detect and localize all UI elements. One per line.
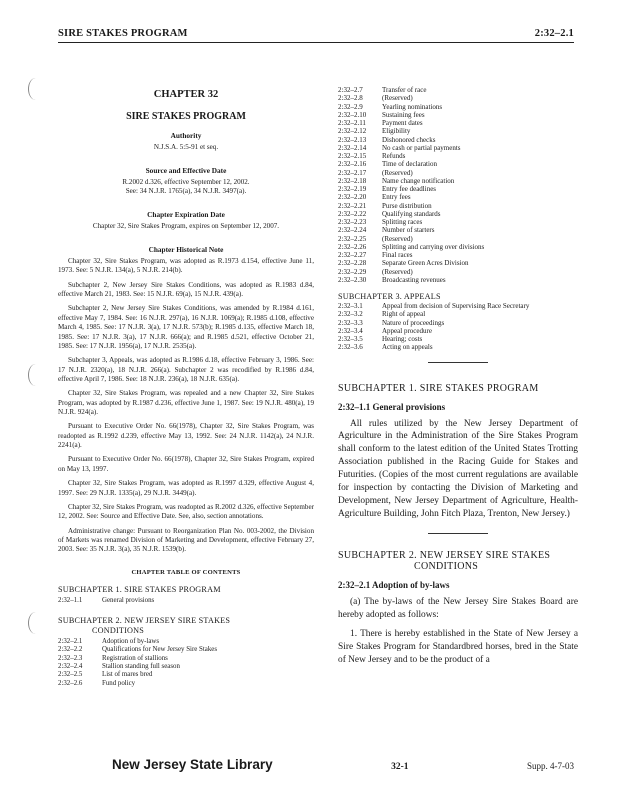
history-paragraph: Chapter 32, Sire Stakes Program, was adopted as R.1973 d.154, effective June 11, 1973. See: 5 N.J.R. 134(a), 5 N.J.R. 214(b). <box>58 256 314 275</box>
toc-row: 2:32–2.9 Yearling nominations <box>338 102 443 111</box>
binding-hole-mark <box>28 364 43 386</box>
history-paragraph: Pursuant to Executive Order No. 66(1978), Chapter 32, Sire Stakes Program, was readopted as R.1992 d.239, effective May 13, 1992. See: 24 N.J.R. 1142(a), 24 N.J.R. 2241(a). <box>58 422 314 450</box>
toc-subchapter-1-title: SUBCHAPTER 1. SIRE STAKES PROGRAM <box>58 585 221 595</box>
rule-title: General provisions <box>372 401 446 412</box>
toc-row <box>58 597 154 605</box>
running-header <box>58 28 574 43</box>
library-stamp: New Jersey State Library <box>112 757 273 772</box>
page-footer <box>112 757 574 772</box>
right-column <box>338 86 578 667</box>
history-paragraph: Chapter 32, Sire Stakes Program, was repealed and a new Chapter 32, Sire Stakes Program, was adopted by R.1987 d.236, effective June 1, 1987. See: 19 N.J.R. 480(a), 19 N.J.R. 924(a). <box>58 389 314 417</box>
header-title: SIRE STAKES PROGRAM <box>58 28 188 39</box>
toc-row: 2:32–3.3 Nature of proceedings <box>338 318 445 327</box>
rule-heading <box>338 580 578 590</box>
supplement-date: Supp. 4-7-03 <box>526 761 574 771</box>
toc-row: 2:32–2.21 Purse distribution <box>338 201 432 210</box>
toc-subchapter-3-list <box>338 302 529 352</box>
toc-row: 2:32–2.1 Adoption of by-laws <box>58 638 160 646</box>
chapter-title: SIRE STAKES PROGRAM <box>126 110 246 122</box>
toc-row: 2:32–2.6 Fund policy <box>58 679 136 687</box>
toc-row: 2:32–2.7 Transfer of race <box>338 86 427 94</box>
toc-row: 2:32–2.20 Entry fees <box>338 193 411 202</box>
rule-title: Adoption of by-laws <box>372 580 450 591</box>
toc-row: 2:32–3.1 Appeal from decision of Supervising Race Secretary <box>338 302 530 310</box>
toc-subchapter-2-list-continued <box>338 86 484 284</box>
toc-row: 2:32–2.10 Sustaining fees <box>338 110 425 119</box>
header-section-number: 2:32–2.1 <box>534 28 574 39</box>
chapter-number: CHAPTER 32 <box>153 89 219 100</box>
toc-row: 2:32–3.6 Acting on appeals <box>338 343 433 352</box>
left-column <box>58 78 314 688</box>
toc-row: 2:32–2.24 Number of starters <box>338 226 435 235</box>
section-divider <box>428 362 488 363</box>
rule-text: 1. There is hereby established in the State of New Jersey a Sire Stakes Program for Standardbred horses, bred in the State of New Jersey and to be the product of a <box>338 629 578 666</box>
subchapter-2-heading: SUBCHAPTER 2. NEW JERSEY SIRE STAKES CONDITIONS <box>338 550 551 573</box>
history-paragraph: Pursuant to Executive Order No. 66(1978), Chapter 32, Sire Stakes Program, expired on May 13, 1997. <box>58 455 314 473</box>
toc-row: 2:32–2.5 List of mares bred <box>58 671 153 679</box>
rule-number: 2:32–1.1 <box>338 401 371 412</box>
history-heading: Chapter Historical Note <box>148 245 224 255</box>
authority-heading: Authority <box>170 131 202 141</box>
source-text: R.2002 d.326, effective September 12, 2002. <box>122 177 250 186</box>
toc-row: 2:32–2.27 Final races <box>338 251 413 259</box>
toc-row: 2:32–2.2 Qualifications for New Jersey Sire Stakes <box>58 646 218 654</box>
toc-row: 2:32–2.23 Splitting races <box>338 218 423 226</box>
toc-row: 2:32–2.30 Broadcasting revenues <box>338 275 446 284</box>
toc-row: 2:32–2.11 Payment dates <box>338 119 423 127</box>
toc-row: 2:32–2.26 Splitting and carrying over divisions <box>338 242 485 251</box>
subchapter-1-heading: SUBCHAPTER 1. SIRE STAKES PROGRAM <box>338 382 539 394</box>
toc-subchapter-2-list <box>58 638 217 688</box>
toc-row: 2:32–2.14 No cash or partial payments <box>338 143 461 152</box>
authority-text: N.J.S.A. 5:5-91 et seq. <box>153 142 219 151</box>
toc-row: 2:32–2.19 Entry fee deadlines <box>338 185 437 193</box>
binding-hole-mark <box>28 78 43 100</box>
toc-heading: CHAPTER TABLE OF CONTENTS <box>131 568 241 576</box>
history-paragraph: Chapter 32, Sire Stakes Program, was adopted as R.1997 d.329, effective August 4, 1997. See: 29 N.J.R. 1335(a), 29 N.J.R. 3449(a). <box>58 479 314 497</box>
history-paragraph: Subchapter 2, New Jersey Sire Stakes Conditions, was amended by R.1984 d.161, effective May 7, 1984. See: 16 N.J.R. 297(a), 16 N.J.R. 1069(a); R.1985 d.108, effective March 4, 1985. See: 17 N.J.R. 3(a), 17 N.J.R. 573(b); R.1985 d.135, effective March 18, 1985. See: 17 N.J.R. 3(a), 17 N.J.R. 666(a); and R.1985 d.521, effective October 21, 1985. See: 17 N.J.R. 1956(a), 17 N.J.R. 2535(a). <box>58 304 314 350</box>
toc-row: 2:32–2.8 (Reserved) <box>338 94 413 103</box>
toc-row: 2:32–2.25 (Reserved) <box>338 234 413 243</box>
toc-row: 2:32–2.18 Name change notification <box>338 176 455 185</box>
toc-row: 2:32–2.17 (Reserved) <box>338 168 413 177</box>
rule-text: All rules utilized by the New Jersey Department of Agriculture in the Administration of the Sire Stakes Program shall conform to the latest edition of the United States Trotting Association published in the Racing Guide for Stakes and Futurities. (Copies of the most current regulations are available for inspection by contacting the Division of Marketing and Development, New Jersey Department of Agriculture, Health-Agriculture Building, John Fitch Plaza, Trenton, New Jersey.) <box>338 418 578 520</box>
expiration-text: Chapter 32, Sire Stakes Program, expires on September 12, 2007. <box>92 222 280 230</box>
source-heading: Source and Effective Date <box>145 166 227 176</box>
history-paragraph: Administrative change: Pursuant to Reorganization Plan No. 003-2002, the Division of Markets was renamed Division of Marketing and Development, effective February 27, 2003. See: 35 N.J.R. 3(a), 35 N.J.R. 1539(b). <box>58 526 314 554</box>
history-paragraph: Subchapter 3, Appeals, was adopted as R.1986 d.18, effective February 3, 1986. See: 17 N.J.R. 2320(a), 18 N.J.R. 266(a). Subchapter 2 was recodified by R.1986 d.84, effective April 7, 1986. See: 18 N.J.R. 236(a), 18 N.J.R. 635(a). <box>58 356 314 383</box>
toc-section-title: General provisions <box>102 597 155 605</box>
history-paragraph: Subchapter 2, New Jersey Sire Stakes Conditions, was adopted as R.1983 d.84, effective March 21, 1983. See: 15 N.J.R. 69(a), 15 N.J.R. 439(a). <box>58 280 314 299</box>
toc-subchapter-3-title: SUBCHAPTER 3. APPEALS <box>338 292 441 301</box>
toc-row: 2:32–2.28 Separate Green Acres Division <box>338 259 469 268</box>
toc-row: 2:32–2.3 Registration of stallions <box>58 654 168 662</box>
toc-row: 2:32–3.5 Hearing; costs <box>338 335 423 343</box>
source-text: See: 34 N.J.R. 1765(a), 34 N.J.R. 3497(a). <box>125 187 247 196</box>
rule-heading <box>338 402 578 412</box>
history-paragraph: Chapter 32, Sire Stakes Program, was readopted as R.2002 d.326, effective September 12, 2002. See: Source and Effective Date. See, also, section annotations. <box>58 502 314 521</box>
toc-row: 2:32–2.15 Refunds <box>338 152 406 160</box>
toc-row: 2:32–2.16 Time of declaration <box>338 160 437 169</box>
toc-subchapter-1-list <box>58 597 154 605</box>
toc-row: 2:32–3.2 Right of appeal <box>338 310 426 319</box>
toc-subchapter-2-title: SUBCHAPTER 2. NEW JERSEY SIRE STAKES CONDITIONS <box>58 615 231 636</box>
toc-row: 2:32–3.4 Appeal procedure <box>338 326 432 335</box>
toc-row: 2:32–2.4 Stallion standing full season <box>58 663 180 670</box>
toc-section-number: 2:32–1.1 <box>58 597 83 605</box>
section-divider <box>428 533 488 534</box>
binding-hole-mark <box>28 612 43 634</box>
page-number: 32-1 <box>391 762 409 772</box>
rule-text: (a) The by-laws of the New Jersey Sire Stakes Board are hereby adopted as follows: <box>338 597 578 621</box>
toc-row: 2:32–2.12 Eligibility <box>338 127 411 136</box>
rule-number: 2:32–2.1 <box>338 580 371 591</box>
expiration-heading: Chapter Expiration Date <box>147 210 225 220</box>
toc-row: 2:32–2.13 Dishonored checks <box>338 135 436 144</box>
toc-row: 2:32–2.22 Qualifying standards <box>338 209 441 218</box>
toc-row: 2:32–2.29 (Reserved) <box>338 267 413 276</box>
